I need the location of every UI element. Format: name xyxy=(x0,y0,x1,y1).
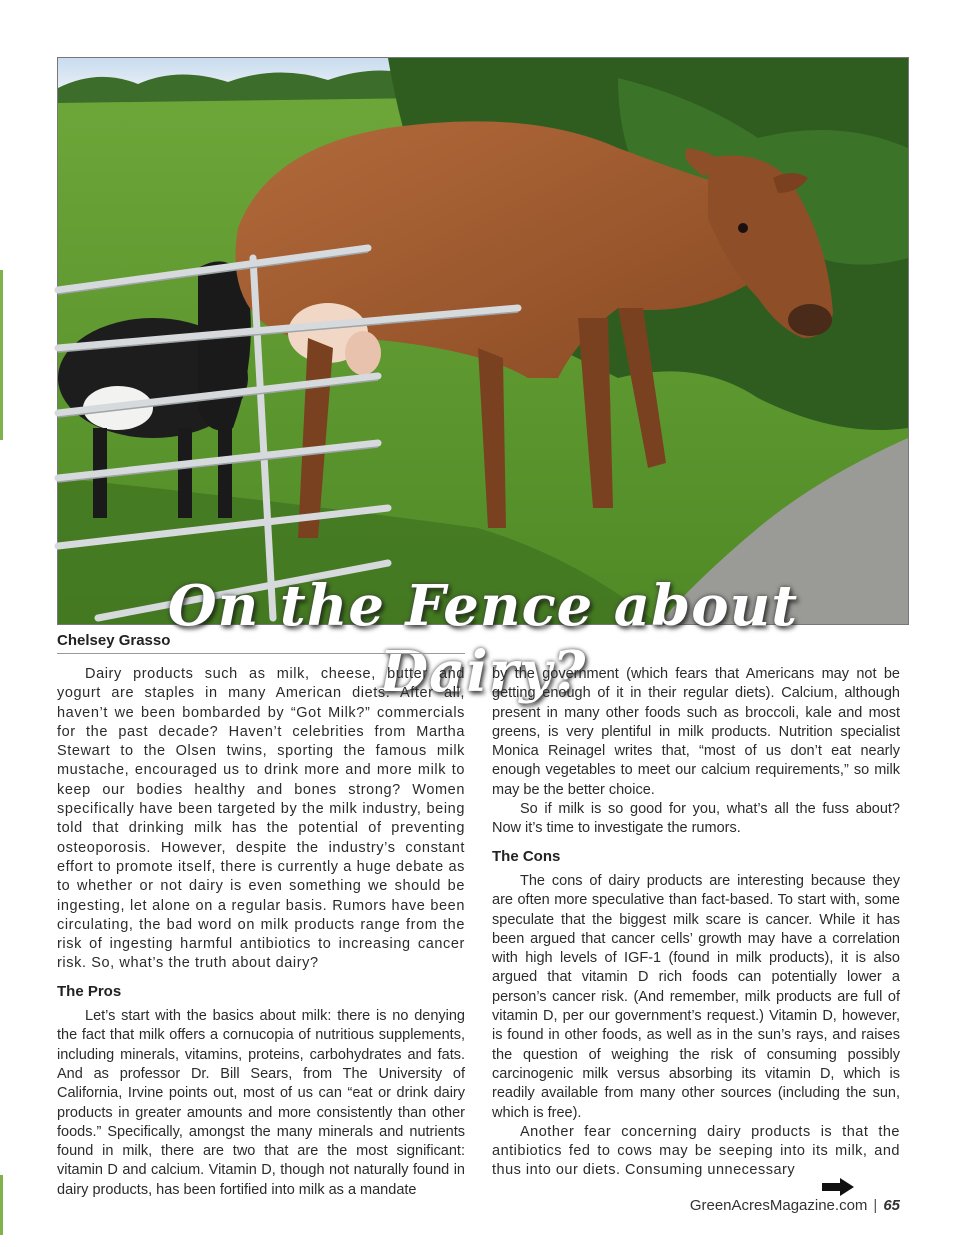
page-number: 65 xyxy=(883,1197,900,1214)
article-title: On the Fence about Dairy? xyxy=(167,573,799,705)
author-byline: Chelsey Grasso xyxy=(57,632,465,654)
left-column xyxy=(57,665,465,1200)
pros-paragraph: Let’s start with the basics about milk: there is no denying the fact that milk offers a cornucopia of nutritious supplements, including minerals, vitamins, proteins, carbohydrates and fats. And as professor Dr. Bill Sears, from The University of California, Irvine points out, most of us can “eat or drink dairy products in greater amounts and more consistently than other foods.” Specifically, amongst the many minerals and nutrients found in milk, there are two that are the most significant: vitamin D and calcium. Vitamin D, though not naturally found in dairy products, has been fortified into milk as a mandate xyxy=(57,1008,465,1198)
cancer-paragraph: The cons of dairy products are interesting because they are often more speculative than fact-based. To start with, some speculate that the biggest milk scare is cancer. While it has been argued that cancer cells’ growth may have a correlation with high levels of IGF-1 (found in milk products), it is also argued that vitamin D rich foods can potentially lower a person’s cancer risk. (And remember, milk products are full of vitamin D, per our government’s request.) Vitamin D, however, is found in other foods, as well as in the sun’s rays, and raises the question of weighing the risk of consuming possibly carcinogenic milk versus absorbing its vitamin D, which is readily available from many other sources (including the sun, which is free). xyxy=(492,872,900,1121)
site-name: GreenAcresMagazine.com xyxy=(689,1197,868,1214)
right-column xyxy=(492,665,900,1181)
footer-separator: | xyxy=(873,1197,878,1214)
antibiotics-paragraph: Another fear concerning dairy products is that the antibiotics fed to cows may be seeping into its milk, and thus into our diets. Consuming unnecessary xyxy=(492,1123,900,1179)
page-footer xyxy=(690,1197,900,1214)
arrow-right-icon xyxy=(822,1178,854,1196)
calcium-paragraph: by the government (which fears that Americans may not be getting enough of it in their regular diets). Calcium, although present in many other foods such as broccoli, kale and most greens, is very plentiful in milk products. Nutrition specialist Monica Reinagel writes that, “most of us don’t eat nearly enough vegetables to meet our calcium requirements,” so milk may be the better choice. xyxy=(492,666,900,798)
intro-paragraph: Dairy products such as milk, cheese, butter and yogurt are staples in many American diets. After all, haven’t we been bombarded by “Got Milk?” commercials for the past decade? Haven’t celebrities from Martha Stewart to the Olsen twins, sporting the famous milk mustache, encouraged us to drink more and more milk to keep our bodies healthy and bones strong? Women specifically have been targeted by the milk industry, being told that drinking milk has the potential of preventing osteoporosis. However, despite the industry’s constant effort to promote itself, there is currently a huge debate as to whether or not dairy is even something we should be ingesting, let alone on a regular basis. Rumors have been circulating, the bad word on milk products range from the risk of ingesting harmful antibiotics to increasing cancer risk. So, what’s the truth about dairy? xyxy=(57,666,465,972)
page-edge-accent xyxy=(0,270,3,440)
cons-heading: The Cons xyxy=(492,847,561,865)
page-edge-accent-lower xyxy=(0,1175,3,1235)
pros-heading: The Pros xyxy=(57,982,122,1000)
transition-paragraph: So if milk is so good for you, what’s all the fuss about? Now it’s time to investigate the rumors. xyxy=(492,801,900,837)
